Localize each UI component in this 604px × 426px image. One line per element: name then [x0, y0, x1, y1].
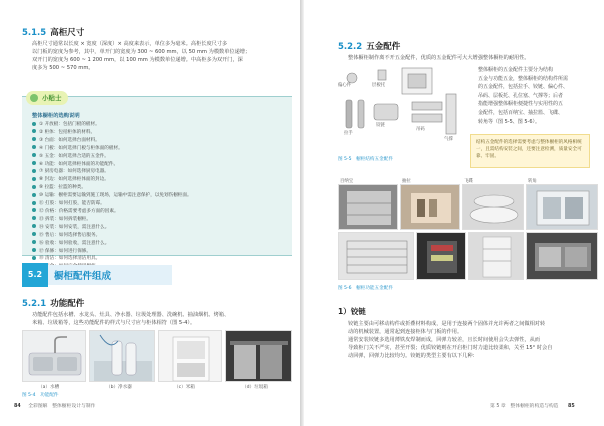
label-handle: 拉手: [344, 131, 353, 136]
heading-5-2-2: [338, 40, 400, 52]
label-100-bao: 百纳宝: [340, 179, 354, 184]
intro-paragraph: [348, 54, 598, 62]
label-hinge: 铰链: [376, 123, 385, 128]
label-ufo: 飞碟: [464, 179, 473, 184]
section-number-tab: 5.2: [22, 263, 48, 287]
trash-bin-illustration: [226, 331, 292, 382]
side-paragraph: [478, 66, 600, 126]
label-gas-strut: 气撑: [444, 137, 453, 142]
figure-structural-hardware: [338, 64, 470, 154]
text-line: 吊码、层板托、孔位塞、气撑等；后者: [478, 92, 564, 99]
section-title-5-2: 橱柜配件组成: [54, 271, 112, 282]
text-line: 双开门的宽度为 600 ~ 1 200 mm，以 100 mm 为模数单位递增。中高柜多为双开门，深: [32, 57, 243, 63]
text-line: 高柜尺寸通常以长度 × 宽度（深度）× 高度来表示，单位多为毫米。高柜长度尺寸多: [32, 41, 228, 47]
basket-wire-illustration: [339, 233, 414, 280]
caption-c: （c）米箱: [174, 385, 195, 390]
tip-list: [32, 121, 287, 271]
paragraph-5-1-5: [32, 40, 294, 72]
figure-magic-corner: [526, 232, 598, 280]
label-corner: 转角: [528, 179, 537, 184]
list-item: ③ 台面：如何选择台面材料。: [32, 137, 287, 145]
list-item: ⑦ 厨房电器：如何选择厨房电器。: [32, 168, 287, 176]
left-footer: [14, 402, 95, 409]
tip-title: [26, 91, 68, 105]
text-line: 整体橱柜制作离不开五金配件，优质的五金配件可大大增强整体橱柜的耐用性。: [348, 55, 530, 61]
caption-a: （a）水槽: [38, 385, 60, 390]
list-item: ② 柜体：包括柜体的材料。: [32, 129, 287, 137]
heading-5-1-5: [22, 26, 84, 38]
pantry-illustration: [469, 233, 524, 280]
list-item: ⑱ 清洁：如何选择清洁用具。: [32, 255, 287, 263]
text-line: 转角等（图 5-5、图 5-6）。: [478, 118, 541, 125]
figure-drawer: [400, 184, 460, 230]
list-item: ⑧ 封边：如何选择柜体面的封边。: [32, 176, 287, 184]
page-number: 84: [14, 404, 21, 409]
list-item: ① 开放板：包括门板的板材。: [32, 121, 287, 129]
figure-basket-2: [338, 232, 414, 280]
section-number: 5.2.1: [22, 299, 47, 309]
label-hanger: 吊码: [416, 127, 425, 132]
section-title: 高柜尺寸: [50, 28, 85, 38]
page-number: 85: [568, 404, 575, 409]
lightbulb-icon: [30, 94, 38, 102]
label-pull-out: 抽拉: [402, 179, 411, 184]
list-item: ⑰ 保修：如何进行保修。: [32, 248, 287, 256]
figure-bottle-rack: [416, 232, 466, 280]
figure-corner-unit: [526, 184, 598, 230]
text-line: 动回弹，回弹力比较均匀。铰链的类型主要有以下几种：: [348, 353, 478, 359]
callout-note: 结构五金配件的选择需要考虑与整体橱柜的风格相统一，且需结构安装之间，还要注意检测，质量安全可靠、牢固。: [470, 134, 590, 168]
tip-box: [22, 94, 292, 262]
corner-illustration: [527, 185, 598, 230]
heading-5-2-1: [22, 297, 84, 309]
figure-lazy-susan: [462, 184, 524, 230]
section-number: 5.1.5: [22, 28, 47, 38]
list-item: ⑨ 拉篮：拉篮的种类。: [32, 184, 287, 192]
tip-title-text: 小贴士: [42, 94, 62, 102]
text-line: 度多为 500 ~ 570 mm。: [32, 65, 94, 71]
text-line: 铰链主要由可移动构件或折叠材料构成，是用于连接两个固体并允许两者之间做相对转: [348, 321, 546, 327]
heading-hinge: 1）铰链: [338, 307, 366, 316]
text-line: 功能配件包括水槽、水龙头、灶具、净水器、垃圾处理器、洗碗机、抽油烟机、烤箱、: [32, 312, 230, 318]
list-item: ⑫ 价格：价格需要考虑多方面的因素。: [32, 208, 287, 216]
label-shelf-support: 层板托: [372, 83, 386, 88]
drawer-illustration: [401, 185, 460, 230]
text-line: 指能增强整体橱柜便捷性与实用性的五: [478, 101, 564, 108]
hinge-paragraph: [348, 320, 600, 360]
left-page: [0, 0, 300, 426]
figure-water-purifier: [89, 330, 155, 382]
caption-d: （d）垃圾箱: [242, 385, 268, 390]
figure-sink: [22, 330, 86, 382]
book-title: 全彩图解 整体橱柜设计与制作: [28, 404, 96, 409]
paragraph-5-2-1: [32, 311, 294, 327]
right-page: [304, 0, 604, 426]
text-line: 金配件，包括百纳宝、抽拉篮、飞碟、: [478, 109, 564, 116]
text-line: 整体橱柜的五金配件主要分为结构: [478, 67, 554, 73]
sink-illustration: [23, 331, 86, 382]
section-number: 5.2.2: [338, 42, 363, 52]
figure-trash-bin: [225, 330, 292, 382]
list-item: ⑥ 功能：如何选择柜体面的功能配件。: [32, 161, 287, 169]
lazy-susan-illustration: [463, 185, 524, 230]
text-line: 通常安装铰链多选用薄铁皮焊制而成，回弹力较差，且长时间使用会失去弹性，从而: [348, 337, 540, 343]
figure-rice-box: [158, 330, 222, 382]
rice-box-illustration: [159, 331, 222, 382]
tip-heading: 整体橱柜的选购说明: [32, 113, 80, 119]
figure-title-5-4: 图 5-4 功能配件: [22, 393, 59, 398]
right-footer: [490, 402, 575, 409]
list-item: ⑭ 安装：如何安装，需注意什么。: [32, 224, 287, 232]
text-line: 米箱、垃圾箱等，这些功能配件的样式与尺寸应与柜体相符（图 5-4）。: [32, 320, 196, 326]
text-line: 的五金配件，包括拉手、铰链、偏心件、: [478, 84, 569, 91]
list-item: ⑯ 验收：如何验收，需注意什么。: [32, 240, 287, 248]
purifier-illustration: [90, 331, 155, 382]
caption-b: （b）净水器: [106, 385, 132, 390]
text-line: 动的机械装置，通常起到连接柜体与门板的作用。: [348, 329, 463, 335]
chapter-title: 第 5 章 整体橱柜的构造与构造: [490, 404, 559, 409]
list-item: ⑪ 打胶：如何打胶，能否防霉。: [32, 200, 287, 208]
label-eccentric: 偏心件: [338, 83, 352, 88]
bottle-rack-illustration: [417, 233, 466, 280]
list-item: ⑬ 拆装：如何拆装橱柜。: [32, 216, 287, 224]
figure-pull-out-basket: [338, 184, 398, 230]
list-item: ⑮ 售后：如何选择售后服务。: [32, 232, 287, 240]
text-line: 五金与功能五金，整体橱柜的结构件所需: [478, 75, 569, 82]
basket-illustration: [339, 185, 398, 230]
section-title: 五金配件: [366, 42, 401, 52]
figure-title-5-5: 图 5-5 橱柜结构五金配件: [338, 157, 393, 162]
list-item: ④ 门板：如何选择门板与柜体面的板材。: [32, 145, 287, 153]
list-item: ⑤ 五金：如何选择合适的五金件。: [32, 153, 287, 161]
text-line: 导致柜门关不严实，甚至开裂；优质铰链则在开启柜门时力道比较柔和，关至 15° 时会自: [348, 345, 553, 351]
figure-tall-pantry: [468, 232, 524, 280]
magic-corner-illustration: [527, 233, 598, 280]
text-line: 以门板的宽度为参考，其中，单开门的宽度为 300 ~ 600 mm，以 50 mm 为模数单位递增；: [32, 49, 251, 55]
section-title: 功能配件: [50, 299, 85, 309]
figure-title-5-6: 图 5-6 橱柜功能五金配件: [338, 286, 393, 291]
list-item: ⑩ 运输：橱柜需要运输到施工现场，运输中需注意保护，以免划伤橱柜面。: [32, 192, 287, 200]
